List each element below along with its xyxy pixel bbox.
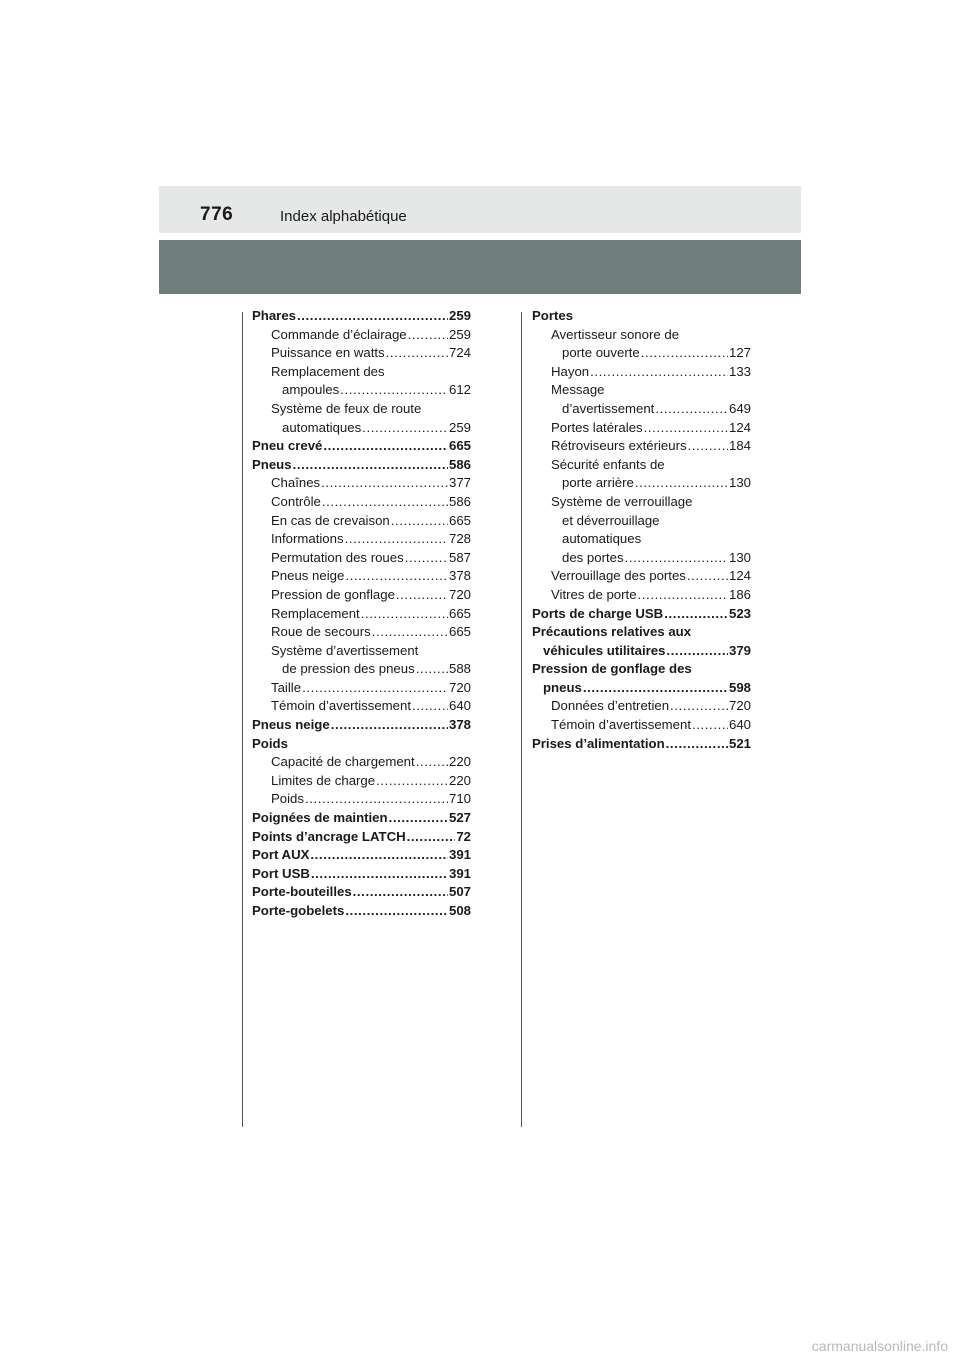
leader-dots <box>362 419 448 438</box>
index-entry <box>252 549 471 568</box>
index-entry-page: 640 <box>448 698 471 714</box>
index-entry <box>252 790 471 809</box>
index-entry-page: 133 <box>728 363 751 379</box>
index-entry-label: Portes <box>532 308 574 323</box>
index-entry-label: Avertisseur sonore de <box>551 326 680 342</box>
index-entry <box>252 493 471 512</box>
index-entry <box>252 419 471 438</box>
index-entry-label: ampoules <box>282 382 340 398</box>
index-entry-label: Sécurité enfants de <box>551 456 665 472</box>
index-entry <box>252 363 471 382</box>
index-entry-page: 124 <box>728 568 751 584</box>
leader-dots <box>372 623 448 642</box>
leader-dots <box>655 400 728 419</box>
leader-dots <box>408 326 448 345</box>
leader-dots <box>407 828 456 847</box>
index-entry <box>532 660 751 679</box>
index-entry-page: 720 <box>448 679 471 695</box>
leader-dots <box>666 642 728 661</box>
index-entry-label: Informations <box>271 531 344 547</box>
index-entry-page: 720 <box>448 586 471 602</box>
leader-dots <box>688 437 728 456</box>
index-entry <box>252 605 471 624</box>
leader-dots <box>692 716 728 735</box>
leader-dots <box>302 679 448 698</box>
watermark: carmanualsonline.info <box>811 1338 948 1354</box>
leader-dots <box>638 586 728 605</box>
index-entry-label: Ports de charge USB <box>532 605 664 621</box>
index-entry-label: Port USB <box>252 865 310 881</box>
leader-dots <box>311 865 448 884</box>
index-entry <box>532 642 751 661</box>
index-entry-label: des portes <box>562 549 624 565</box>
leader-dots <box>386 344 448 363</box>
index-entry-page: 259 <box>448 419 471 435</box>
index-entry-page: 665 <box>448 605 471 621</box>
index-entry <box>252 772 471 791</box>
page-number: 776 <box>200 204 234 225</box>
column-rule-right <box>521 312 522 1127</box>
leader-dots <box>322 493 448 512</box>
index-entry-page: 186 <box>728 586 751 602</box>
index-entry-label: Données d’entretien <box>551 698 670 714</box>
index-entry <box>252 344 471 363</box>
index-entry-page: 598 <box>728 679 751 695</box>
index-entry <box>532 623 751 642</box>
index-entry <box>532 697 751 716</box>
index-entry-label: Contrôle <box>271 493 321 509</box>
index-entry-label: automatiques <box>282 419 362 435</box>
leader-dots <box>670 697 728 716</box>
index-entry <box>532 567 751 586</box>
leader-dots <box>361 605 448 624</box>
index-entry-page: 130 <box>728 475 751 491</box>
index-entry-label: Pneus neige <box>271 568 345 584</box>
index-entry <box>252 326 471 345</box>
header-bar <box>159 186 801 233</box>
leader-dots <box>376 772 448 791</box>
index-entry-label: Témoin d’avertissement <box>551 717 691 733</box>
index-entry <box>252 679 471 698</box>
index-entry <box>532 605 751 624</box>
index-entry-label: Commande d’éclairage <box>271 326 407 342</box>
index-entry <box>532 363 751 382</box>
leader-dots <box>396 586 448 605</box>
index-entry <box>532 549 751 568</box>
index-entry-label: et déverrouillage <box>562 512 660 528</box>
header-band <box>159 240 801 294</box>
index-entry-label: Poignées de maintien <box>252 810 388 826</box>
index-entry-label: Taille <box>271 679 302 695</box>
index-entry-label: Pneus neige <box>252 717 330 733</box>
index-entry <box>252 623 471 642</box>
index-entry <box>532 437 751 456</box>
index-entry-page: 508 <box>448 903 471 918</box>
index-entry-label: Points d’ancrage LATCH <box>252 828 406 844</box>
index-entry-label: Porte-gobelets <box>252 903 345 918</box>
index-entry <box>532 326 751 345</box>
leader-dots <box>331 716 448 735</box>
index-entry-page: 127 <box>728 345 751 361</box>
index-column-right <box>532 307 751 753</box>
index-entry-page: 724 <box>448 345 471 361</box>
index-entry <box>532 419 751 438</box>
index-entry-label: Message <box>551 382 605 398</box>
index-entry-page: 259 <box>448 308 471 323</box>
index-entry <box>532 474 751 493</box>
index-entry-label: Limites de charge <box>271 772 376 788</box>
index-entry <box>532 344 751 363</box>
leader-dots <box>666 735 728 754</box>
index-entry <box>252 902 471 921</box>
index-entry <box>252 642 471 661</box>
leader-dots <box>635 474 728 493</box>
index-entry-label: Puissance en watts <box>271 345 385 361</box>
leader-dots <box>345 902 448 921</box>
index-entry <box>532 530 751 549</box>
index-entry <box>532 679 751 698</box>
index-entry <box>252 456 471 475</box>
index-entry-page: 220 <box>448 772 471 788</box>
index-entry <box>252 512 471 531</box>
index-entry-page: 710 <box>448 791 471 807</box>
index-entry-page: 377 <box>448 475 471 491</box>
leader-dots <box>644 419 728 438</box>
index-entry-page: 391 <box>448 865 471 881</box>
index-entry-label: Pneus <box>252 456 292 472</box>
index-entry <box>532 735 751 754</box>
index-entry-label: Hayon <box>551 363 590 379</box>
index-entry-page: 378 <box>448 717 471 733</box>
leader-dots <box>297 307 448 326</box>
index-entry <box>532 400 751 419</box>
index-entry <box>532 586 751 605</box>
index-entry <box>532 493 751 512</box>
leader-dots <box>687 567 728 586</box>
leader-dots <box>416 753 448 772</box>
index-entry-label: Porte-bouteilles <box>252 884 352 900</box>
index-entry-page: 665 <box>448 624 471 640</box>
index-entry-page: 612 <box>448 382 471 398</box>
index-entry <box>252 400 471 419</box>
index-entry-label: Précautions relatives aux <box>532 624 692 640</box>
leader-dots <box>664 605 728 624</box>
index-entry-label: Capacité de chargement <box>271 754 415 770</box>
index-entry-page: 521 <box>728 735 751 751</box>
leader-dots <box>641 344 728 363</box>
leader-dots <box>345 530 448 549</box>
index-entry-label: Vitres de porte <box>551 586 637 602</box>
index-entry <box>252 567 471 586</box>
leader-dots <box>345 567 448 586</box>
index-entry-label: d’avertissement <box>562 400 655 416</box>
leader-dots <box>353 883 448 902</box>
index-entry-page: 379 <box>728 642 751 658</box>
index-entry-page: 507 <box>448 884 471 900</box>
index-entry <box>252 381 471 400</box>
index-entry-label: Remplacement <box>271 605 360 621</box>
index-entry-page: 527 <box>448 810 471 826</box>
leader-dots <box>321 474 448 493</box>
index-entry-page: 665 <box>448 438 471 454</box>
leader-dots <box>625 549 728 568</box>
index-entry-label: Roue de secours <box>271 624 371 640</box>
index-entry-label: porte ouverte <box>562 345 640 361</box>
index-entry <box>252 828 471 847</box>
index-entry <box>252 307 471 326</box>
index-entry <box>252 530 471 549</box>
leader-dots <box>310 846 448 865</box>
index-entry-page: 588 <box>448 661 471 677</box>
index-entry-label: Verrouillage des portes <box>551 568 686 584</box>
leader-dots <box>389 809 448 828</box>
index-entry-label: Système d’avertissement <box>271 642 419 658</box>
index-entry <box>252 586 471 605</box>
index-entry-page: 124 <box>728 419 751 435</box>
leader-dots <box>416 660 448 679</box>
leader-dots <box>391 512 448 531</box>
index-entry-page: 378 <box>448 568 471 584</box>
leader-dots <box>590 363 728 382</box>
leader-dots <box>293 456 448 475</box>
leader-dots <box>323 437 448 456</box>
index-entry-label: Portes latérales <box>551 419 643 435</box>
index-entry <box>252 809 471 828</box>
index-entry-page: 586 <box>448 456 471 472</box>
column-rule-left <box>242 312 243 1127</box>
index-entry <box>532 512 751 531</box>
index-entry-label: Poids <box>252 735 288 751</box>
leader-dots <box>405 549 448 568</box>
index-entry-label: Chaînes <box>271 475 321 491</box>
index-column-left <box>252 307 471 921</box>
index-entry <box>252 846 471 865</box>
index-entry-page: 649 <box>728 400 751 416</box>
leader-dots <box>412 697 448 716</box>
leader-dots <box>305 790 448 809</box>
index-entry-page: 587 <box>448 549 471 565</box>
index-entry-page: 130 <box>728 549 751 565</box>
index-entry <box>252 660 471 679</box>
index-entry-label: Phares <box>252 308 296 323</box>
index-entry <box>532 456 751 475</box>
index-entry <box>532 307 751 326</box>
index-entry-label: véhicules utilitaires <box>543 642 666 658</box>
index-entry-label: Pression de gonflage <box>271 586 395 602</box>
index-entry-label: En cas de crevaison <box>271 512 390 528</box>
index-entry-label: Remplacement des <box>271 363 385 379</box>
index-entry-page: 640 <box>728 717 751 733</box>
index-entry-label: Poids <box>271 791 304 807</box>
section-title: Index alphabétique <box>280 208 407 225</box>
index-entry-page: 184 <box>728 438 751 454</box>
index-entry-label: Système de feux de route <box>271 400 422 416</box>
index-entry <box>252 437 471 456</box>
index-entry-page: 72 <box>456 828 471 844</box>
index-entry <box>532 716 751 735</box>
index-entry-label: pneus <box>543 679 582 695</box>
index-entry-label: porte arrière <box>562 475 634 491</box>
index-entry-page: 586 <box>448 493 471 509</box>
index-entry <box>252 735 471 754</box>
index-entry <box>532 381 751 400</box>
leader-dots <box>583 679 728 698</box>
index-entry-label: Système de verrouillage <box>551 493 693 509</box>
index-entry-page: 220 <box>448 754 471 770</box>
index-entry-label: automatiques <box>562 531 642 547</box>
leader-dots <box>340 381 448 400</box>
index-entry-label: Prises d’alimentation <box>532 735 665 751</box>
index-entry <box>252 697 471 716</box>
index-entry-label: Pression de gonflage des <box>532 661 692 677</box>
index-entry-page: 728 <box>448 531 471 547</box>
index-entry <box>252 716 471 735</box>
index-entry-page: 720 <box>728 698 751 714</box>
index-entry-label: Témoin d’avertissement <box>271 698 411 714</box>
index-entry-label: Rétroviseurs extérieurs <box>551 438 687 454</box>
index-entry-label: Pneu crevé <box>252 438 323 454</box>
index-entry-page: 523 <box>728 605 751 621</box>
index-entry-page: 665 <box>448 512 471 528</box>
index-entry <box>252 865 471 884</box>
index-entry-label: Port AUX <box>252 847 310 863</box>
index-entry-page: 391 <box>448 847 471 863</box>
index-entry <box>252 753 471 772</box>
index-entry-label: Permutation des roues <box>271 549 404 565</box>
index-entry <box>252 474 471 493</box>
index-entry-page: 259 <box>448 326 471 342</box>
index-entry <box>252 883 471 902</box>
index-entry-label: de pression des pneus <box>282 661 415 677</box>
